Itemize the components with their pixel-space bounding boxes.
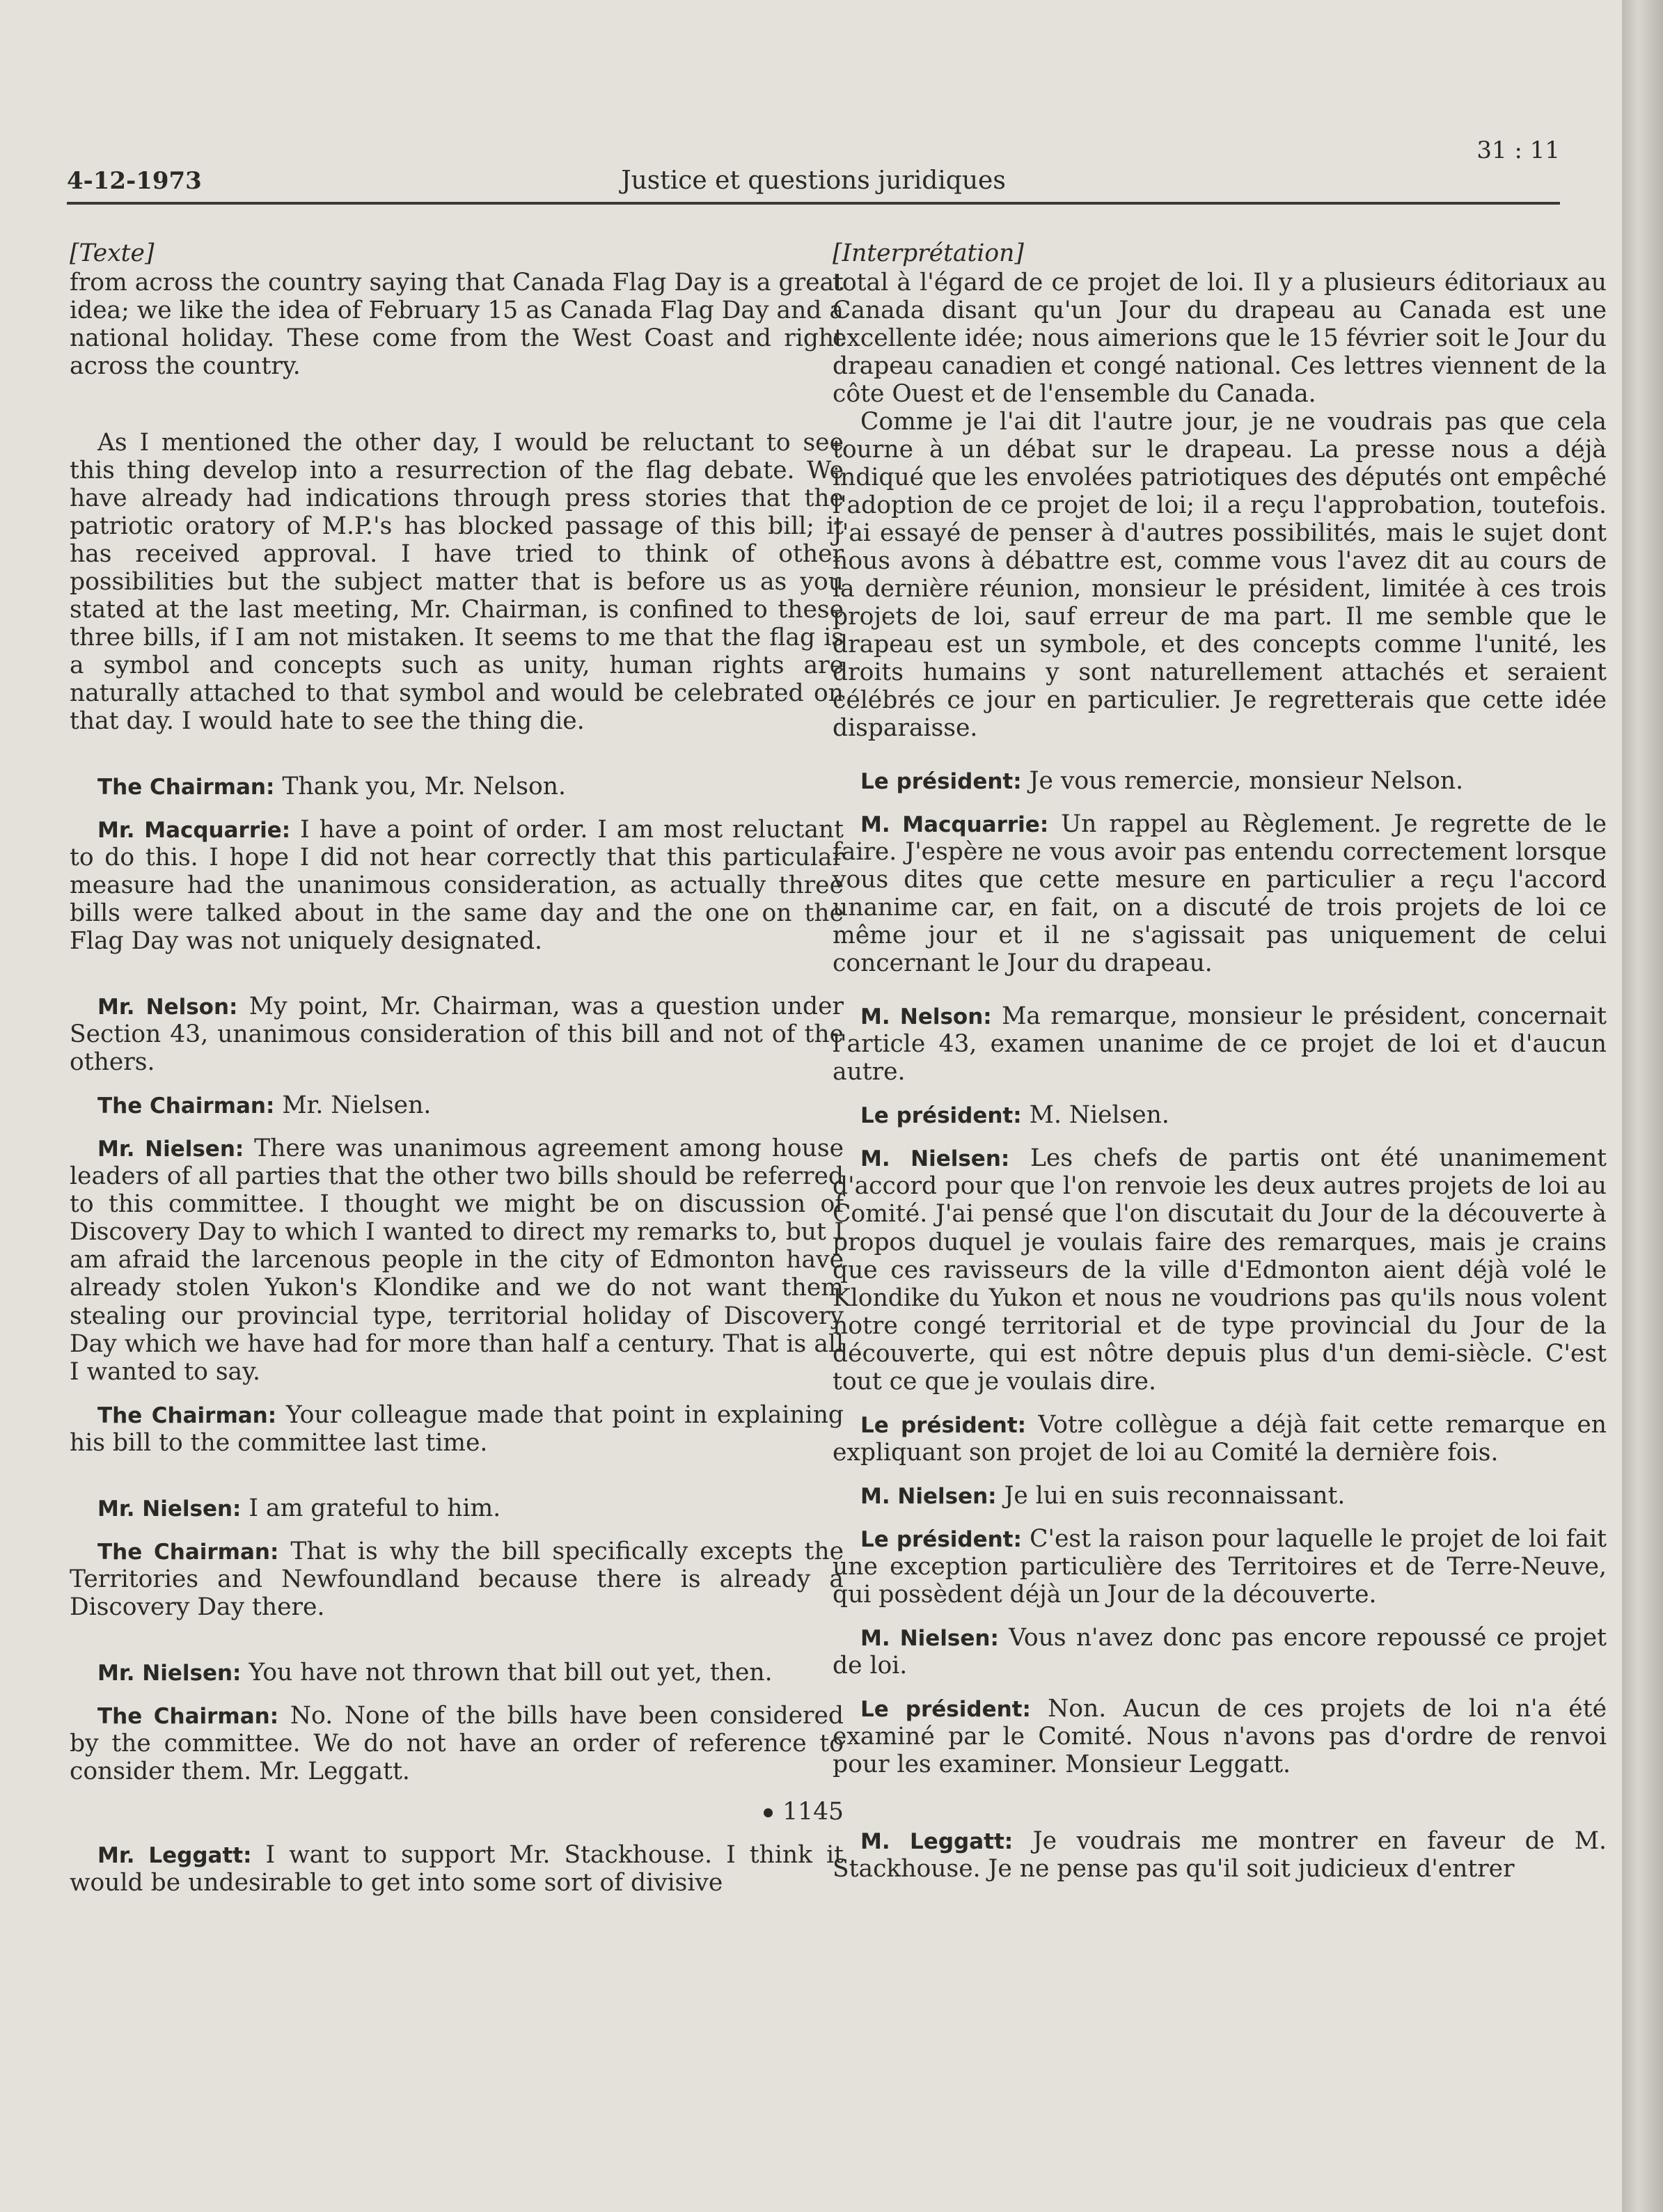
speaker-name: Le président: bbox=[860, 1103, 1022, 1129]
speech-text: There was unanimous agreement among house leaders of all parties that the other two bills should be referred to this committee. I thought we might be on discussion of Discovery Day to which I wanted to direct my remarks to, but I am afraid the larcenous people in the city of Edmonton have already stolen Yukon's Klondike and we do not want them stealing our provincial type, territorial holiday of Discovery Day which we have had for more than half a century. That is all I wanted to say. bbox=[70, 1135, 844, 1386]
speech-text: No. None of the bills have been considered by the committee. We do not have an order of reference to consider them. Mr. Leggatt. bbox=[70, 1701, 844, 1785]
speech-paragraph bbox=[70, 1702, 844, 1785]
time-marker-text: 1145 bbox=[782, 1797, 844, 1826]
speaker-name: The Chairman: bbox=[97, 775, 275, 800]
speech-paragraph bbox=[833, 810, 1607, 977]
speech-paragraph bbox=[70, 1841, 844, 1897]
speech-paragraph bbox=[70, 1494, 844, 1522]
speaker-name: M. Leggatt: bbox=[860, 1828, 1014, 1854]
page-edge bbox=[1622, 0, 1663, 2212]
speech-paragraph bbox=[833, 1101, 1607, 1129]
speech-paragraph bbox=[833, 1482, 1607, 1510]
speech-paragraph bbox=[833, 1144, 1607, 1395]
speaker-name: The Chairman: bbox=[97, 1403, 277, 1428]
speech-paragraph bbox=[70, 816, 844, 955]
speech-text: Je lui en suis reconnaissant. bbox=[1004, 1481, 1346, 1510]
speaker-name: The Chairman: bbox=[97, 1093, 275, 1119]
speech-text: Je vous remercie, monsieur Nelson. bbox=[1029, 767, 1464, 796]
speech-paragraph bbox=[833, 1525, 1607, 1609]
speaker-name: Mr. Macquarrie: bbox=[97, 818, 291, 844]
french-language-tag: [Interprétation] bbox=[833, 239, 1024, 267]
paragraph bbox=[70, 429, 844, 735]
speech-paragraph bbox=[70, 993, 844, 1076]
speech-paragraph bbox=[833, 767, 1607, 795]
speech-text: Un rappel au Règlement. Je regrette de le faire. J'espère ne vous avoir pas entendu correctement lorsque vous dites que cette mesure en particulier a reçu l'accord unanime car, en fait, on a discuté de trois projets de loi ce même jour et il ne s'agissait pas uniquement de celui concernant le Jour du drapeau. bbox=[833, 810, 1607, 978]
speech-text: I want to support Mr. Stackhouse. I think it would be undesirable to get into some sort of divisive bbox=[70, 1840, 844, 1897]
header-date: 4-12-1973 bbox=[67, 167, 202, 195]
speech-text: Je voudrais me montrer en faveur de M. Stackhouse. Je ne pense pas qu'il soit judicieux d'entrer bbox=[833, 1826, 1607, 1883]
speaker-name: M. Macquarrie: bbox=[860, 812, 1049, 838]
speech-text: Mr. Nielsen. bbox=[282, 1091, 432, 1120]
paragraph bbox=[833, 408, 1607, 742]
speech-text: Non. Aucun de ces projets de loi n'a été examiné par le Comité. Nous n'avons pas d'ordre de renvoi pour les examiner. Monsieur Leggatt. bbox=[833, 1694, 1607, 1778]
paragraph-text: Comme je l'ai dit l'autre jour, je ne voudrais pas que cela tourne à un débat sur le drapeau. La presse nous a déjà indiqué que les envolées patriotiques des députés ont empêché l'adoption de ce projet de loi; il a reçu l'approbation, toutefois. J'ai essayé de penser à d'autres possibilités, mais le sujet dont nous avons à débattre est, comme vous l'avez dit au cours de la dernière réunion, monsieur le président, limitée à ces trois projets de loi, sauf erreur de ma part. Il me semble que le drapeau est un symbole, et des concepts comme l'unité, les droits humains y sont naturellement attachés et seraient célébrés ce jour en particulier. Je regretterais que cette idée disparaisse. bbox=[833, 408, 1607, 743]
speaker-name: Le président: bbox=[860, 1526, 1022, 1552]
header-page-number: 31 : 11 bbox=[1476, 136, 1560, 164]
speech-text: I am grateful to him. bbox=[249, 1494, 501, 1522]
speaker-name: The Chairman: bbox=[97, 1703, 279, 1729]
speech-paragraph bbox=[833, 1002, 1607, 1086]
speaker-name: Le président: bbox=[860, 769, 1022, 795]
speech-paragraph bbox=[70, 773, 844, 800]
speaker-name: Le président: bbox=[860, 1412, 1027, 1438]
speaker-name: M. Nelson: bbox=[860, 1004, 992, 1030]
speech-paragraph bbox=[70, 1538, 844, 1621]
speech-text: Les chefs de partis ont été unanimement d'accord pour que l'on renvoie les deux autres projets de loi au Comité. J'ai pensé que l'on discutait du Jour de la découverte à propos duquel je voulais faire des remarques, mais je crains que ces ravisseurs de la ville d'Edmonton aient déjà volé le Klondike du Yukon et nous ne voudrions pas qu'ils nous volent notre congé territorial et de type provincial du Jour de la découverte, qui est nôtre depuis plus d'un demi-siècle. C'est tout ce que je voulais dire. bbox=[833, 1144, 1607, 1396]
speech-text: Votre collègue a déjà fait cette remarque en expliquant son projet de loi au Comité la dernière fois. bbox=[833, 1410, 1607, 1467]
header-title: Justice et questions juridiques bbox=[621, 166, 1006, 195]
speech-text: That is why the bill specifically excepts the Territories and Newfoundland because there is already a Discovery Day there. bbox=[70, 1537, 844, 1621]
speaker-name: Mr. Nelson: bbox=[97, 995, 238, 1020]
french-column bbox=[833, 239, 1607, 1883]
speaker-name: Mr. Nielsen: bbox=[97, 1660, 242, 1686]
english-language-tag: [Texte] bbox=[70, 239, 155, 267]
paragraph-text: As I mentioned the other day, I would be reluctant to see this thing develop into a resurrection of the flag debate. We have already had indications through press stories that the patriotic oratory of M.P.'s has blocked passage of this bill; it has received approval. I have tried to think of other possibilities but the subject matter that is before us as you stated at the last meeting, Mr. Chairman, is confined to these three bills, if I am not mistaken. It seems to me that the flag is a symbol and concepts such as unity, human rights are naturally attached to that symbol and would be celebrated on that day. I would hate to see the thing die. bbox=[70, 429, 844, 736]
paragraph bbox=[833, 269, 1607, 408]
paragraph-text: from across the country saying that Canada Flag Day is a great idea; we like the idea of February 15 as Canada Flag Day and a national holiday. These come from the West Coast and right across the country. bbox=[70, 269, 844, 381]
speaker-name: Mr. Leggatt: bbox=[97, 1842, 252, 1868]
speech-paragraph bbox=[833, 1411, 1607, 1467]
speech-text: Thank you, Mr. Nelson. bbox=[282, 773, 566, 801]
speech-paragraph bbox=[70, 1135, 844, 1385]
paragraph-text: total à l'égard de ce projet de loi. Il y a plusieurs éditoriaux au Canada disant qu'un Jour du drapeau au Canada est une excellente idée; nous aimerions que le 15 février soit le Jour du drapeau canadien et congé national. Ces lettres viennent de la côte Ouest et de l'ensemble du Canada. bbox=[833, 269, 1607, 409]
time-marker bbox=[70, 1798, 844, 1826]
speech-paragraph bbox=[70, 1659, 844, 1686]
speech-paragraph bbox=[70, 1091, 844, 1119]
speaker-name: Mr. Nielsen: bbox=[97, 1137, 244, 1162]
speaker-name: M. Nielsen: bbox=[860, 1483, 997, 1509]
speech-text: I have a point of order. I am most reluctant to do this. I hope I did not hear correctly that this particular measure had the unanimous consideration, as actually three bills were talked about in the same day and the one on the Flag Day was not uniquely designated. bbox=[70, 816, 844, 956]
speech-paragraph bbox=[70, 1401, 844, 1457]
speech-text: Your colleague made that point in explaining his bill to the committee last time. bbox=[70, 1400, 844, 1457]
paragraph bbox=[70, 269, 844, 380]
speech-paragraph bbox=[833, 1624, 1607, 1680]
speech-text: Vous n'avez donc pas encore repoussé ce projet de loi. bbox=[833, 1623, 1607, 1680]
speaker-name: The Chairman: bbox=[97, 1539, 279, 1565]
speech-text: M. Nielsen. bbox=[1029, 1101, 1169, 1130]
speaker-name: Le président: bbox=[860, 1696, 1031, 1722]
bullet-icon bbox=[764, 1808, 773, 1817]
speaker-name: M. Nielsen: bbox=[860, 1146, 1010, 1172]
speech-text: C'est la raison pour laquelle le projet de loi fait une exception particulière des Territoires et de Terre-Neuve, qui possèdent déjà un Jour de la découverte. bbox=[833, 1524, 1607, 1609]
speech-text: My point, Mr. Chairman, was a question under Section 43, unanimous consideration of this bill and not of the others. bbox=[70, 993, 844, 1077]
speaker-name: M. Nielsen: bbox=[860, 1625, 999, 1651]
speech-text: Ma remarque, monsieur le président, concernait l'article 43, examen unanime de ce projet de loi et d'aucun autre. bbox=[833, 1002, 1607, 1087]
page-header bbox=[67, 125, 1560, 205]
speech-text: You have not thrown that bill out yet, then. bbox=[249, 1658, 773, 1686]
speaker-name: Mr. Nielsen: bbox=[97, 1496, 242, 1522]
speech-paragraph bbox=[833, 1827, 1607, 1883]
speech-paragraph bbox=[833, 1695, 1607, 1778]
english-column bbox=[70, 239, 844, 1897]
